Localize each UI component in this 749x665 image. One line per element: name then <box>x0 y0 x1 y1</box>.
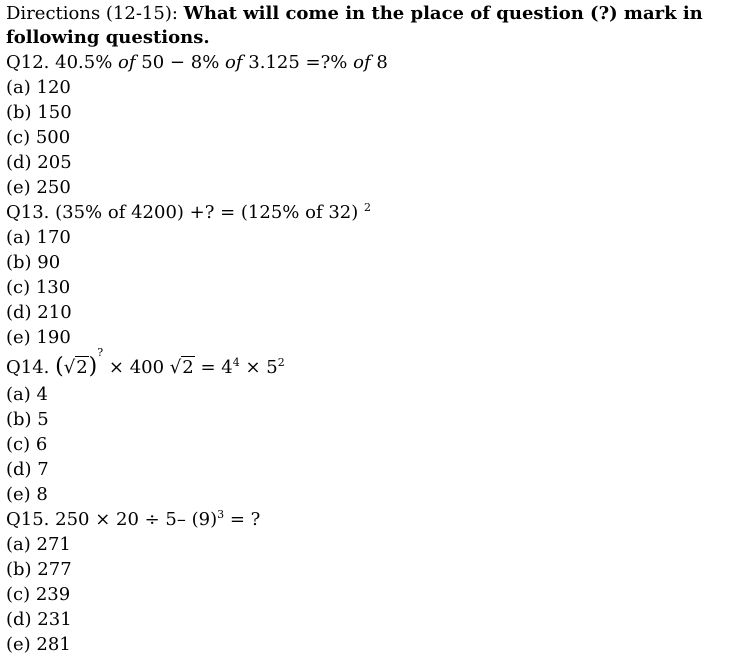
q12-of: of <box>118 52 136 73</box>
option: (a) 120 <box>6 77 71 98</box>
question-14 <box>6 346 746 382</box>
q12-operator: − <box>169 52 186 73</box>
q14-power: ? <box>97 346 104 359</box>
q12-of: of <box>353 52 371 73</box>
option: (d) 205 <box>6 152 72 173</box>
option: (e) 281 <box>6 634 71 655</box>
option: (b) 150 <box>6 102 72 123</box>
option: (e) 250 <box>6 177 71 198</box>
question-number: Q12. <box>6 52 50 73</box>
question-number: Q15. <box>6 509 50 530</box>
q12-term: 8% <box>190 52 220 73</box>
question-number: Q14. <box>6 357 50 378</box>
question-document <box>6 2 746 657</box>
q12-of: of <box>225 52 243 73</box>
option: (a) 4 <box>6 384 48 405</box>
directions <box>6 2 741 50</box>
option: (c) 6 <box>6 434 48 455</box>
question-number: Q13. <box>6 202 50 223</box>
option: (d) 210 <box>6 302 72 323</box>
q14-term: × 400 <box>108 357 165 378</box>
option: (a) 271 <box>6 534 71 555</box>
option: (e) 190 <box>6 327 71 348</box>
option: (d) 7 <box>6 459 49 480</box>
option: (c) 130 <box>6 277 71 298</box>
question-13 <box>6 200 746 225</box>
q12-operator: =?% <box>305 52 348 73</box>
q15-expression: 250 × 20 ÷ 5– (9) <box>55 509 218 530</box>
q14-term: = 4 <box>200 357 233 378</box>
q13-exponent: 2 <box>364 201 371 214</box>
option: (c) 500 <box>6 127 71 148</box>
option: (d) 231 <box>6 609 72 630</box>
q12-term: 40.5% <box>55 52 113 73</box>
q14-paren: ) <box>88 354 98 379</box>
q14-term: × 5 <box>245 357 278 378</box>
q15-tail: = ? <box>229 509 261 530</box>
q14-exponent: 2 <box>277 356 285 369</box>
option: (b) 277 <box>6 559 72 580</box>
option: (e) 8 <box>6 484 48 505</box>
directions-text: What will come in the place of question (?) mark in following questions. <box>6 3 703 48</box>
option: (a) 170 <box>6 227 71 248</box>
option: (b) 90 <box>6 252 61 273</box>
q14-exponent: 4 <box>232 356 240 369</box>
q12-term: 8 <box>376 52 388 73</box>
q12-term: 50 <box>141 52 165 73</box>
q14-sqrt: √2 <box>169 357 194 378</box>
question-15 <box>6 507 746 532</box>
directions-label: Directions (12-15): <box>6 3 184 24</box>
q14-sqrt: √2 <box>63 357 88 378</box>
q13-expression: (35% of 4200) +? = (125% of 32) <box>55 202 359 223</box>
option: (c) 239 <box>6 584 71 605</box>
q14-paren: ( <box>55 354 64 379</box>
question-12 <box>6 50 746 75</box>
q15-exponent: 3 <box>217 508 225 521</box>
q12-term: 3.125 <box>248 52 300 73</box>
option: (b) 5 <box>6 409 49 430</box>
